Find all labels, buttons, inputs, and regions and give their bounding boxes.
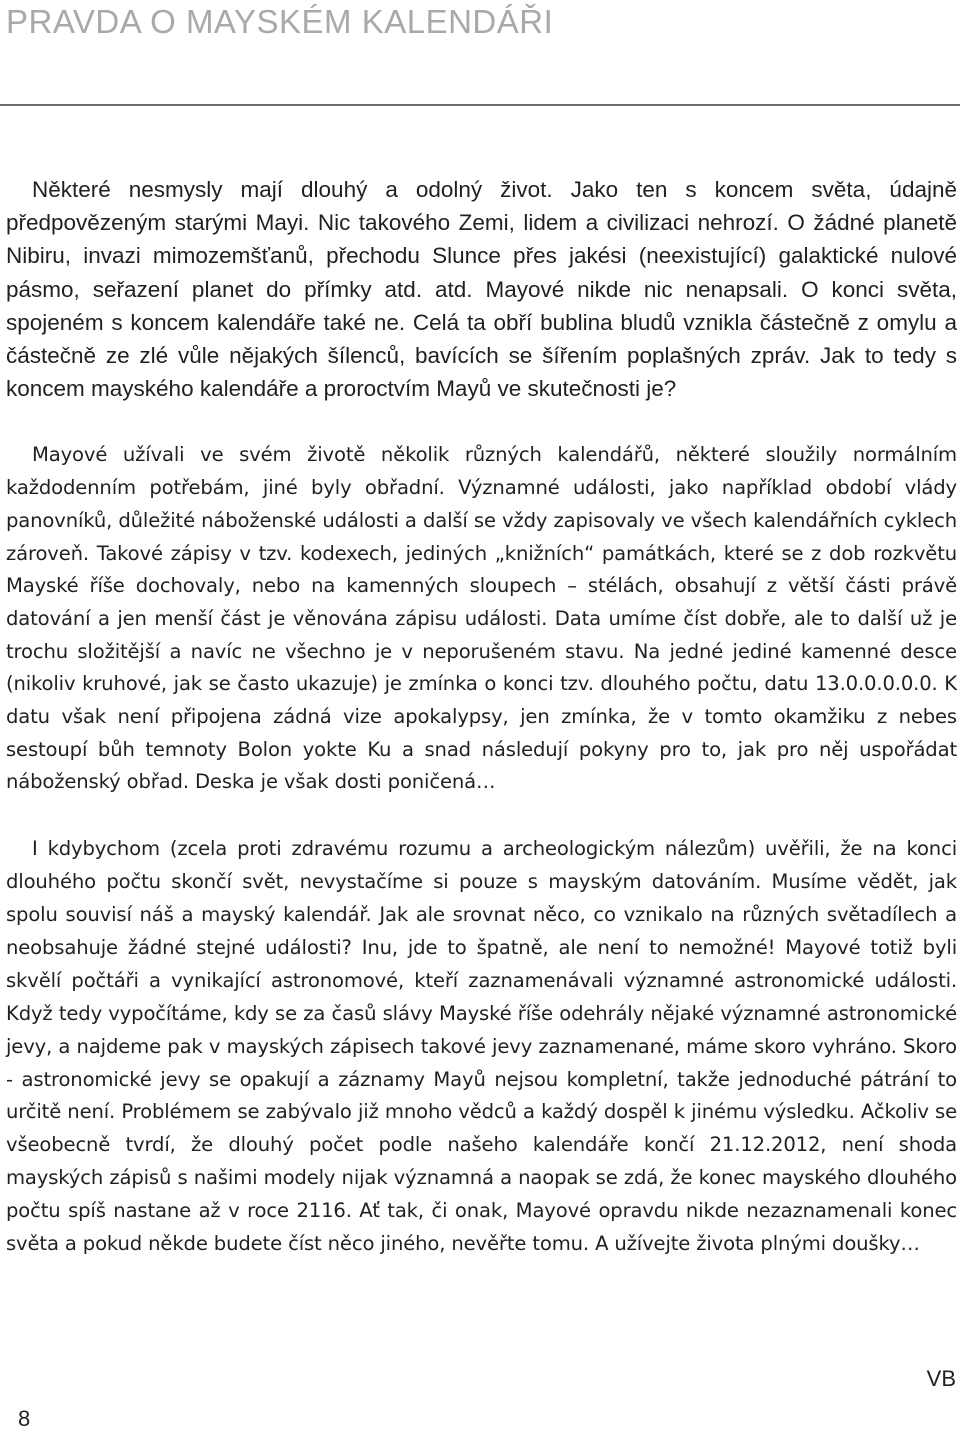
page-title: PRAVDA O MAYSKÉM KALENDÁŘI bbox=[6, 3, 554, 40]
author-signature: VB bbox=[926, 1366, 956, 1391]
page-header bbox=[0, 0, 960, 105]
article-paragraph-calendars: Mayové užívali ve svém životě několik různých kalendářů, některé sloužily normálním každodenním potřebám, jiné byly obřadní. Významné události, jako například období vlády panovníků, důležité náboženské události a další se vždy zapisovaly ve všech kalendářních cyklech zároveň. Takové zápisy v tzv. kodexech, jediných „knižních“ památkách, které se z dob rozkvětu Mayské říše dochovaly, nebo na kamenných sloupech – stélách, obsahují z větší části právě datování a jen menší část je věnována zápisu události. Data umíme číst dobře, ale to další už je trochu složitější a navíc ne všechno je v neporušeném stavu. Na jedné jediné kamenné desce (nikoliv kruhové, jak se často ukazuje) je zmínka o konci tzv. dlouhého počtu, datu 13.0.0.0.0.0. K datu však není připojena zádná vize apokalypsy, jen zmínka, že v tomto okamžiku z nebes sestoupí bůh temnoty Bolon yokte Ku a snad následují pokyny pro to, jak pro něj uspořádat náboženský obřad. Deska je však dosti poničená… bbox=[6, 443, 957, 794]
page-number: 8 bbox=[18, 1406, 31, 1431]
header-divider bbox=[0, 104, 960, 106]
article-paragraph-correlation: I kdybychom (zcela proti zdravému rozumu a archeologickým nálezům) uvěřili, že na konci dlouhého počtu skončí svět, nevystačíme si pouze s mayským datováním. Musíme vědět, jak spolu souvisí náš a mayský kalendář. Jak ale srovnat něco, co vznikalo na různých světadílech a neobsahuje žádné stejné události? Inu, jde to špatně, ale není to nemožné! Mayové totiž byli skvělí počtáři a vynikající astronomové, kteří zaznamenávali významné astronomické události. Když tedy vypočítáme, kdy se za časů slávy Mayské říše odehrály nějaké významné astronomické jevy, a najdeme pak v mayských zápisech takové jevy zaznamenané, máme skoro vyhráno. Skoro - astronomické jevy se opakují a záznamy Mayů nejsou kompletní, takže jednoduché pátrání to určitě není. Problémem se zabývalo již mnoho vědců a každý dospěl k jinému výsledku. Ačkoliv se všeobecně tvrdí, že dlouhý počet podle našeho kalendáře končí 21.12.2012, není shoda mayských zápisů s našimi modely nijak významná a naopak se zdá, že konec mayského dlouhého počtu spíš nastane až v roce 2116. Ať tak, či onak, Mayové opravdu nikde nezaznamenali konec světa a pokud někde budete číst něco jiného, nevěřte tomu. A užívejte života plnými doušky… bbox=[6, 837, 957, 1256]
article-paragraph-intro: Některé nesmysly mají dlouhý a odolný život. Jako ten s koncem světa, údajně předpovězeným starými Mayi. Nic takového Zemi, lidem a civilizaci nehrozí. O žádné planetě Nibiru, invazi mimozemšťanů, přechodu Slunce přes jakési (neexistující) galaktické nulové pásmo, seřazení planet do přímky atd. atd. Mayové nikde nic nenapsali. O konci světa, spojeném s koncem kalendáře také ne. Celá ta obří bublina bludů vznikla částečně z omylu a částečně ze zlé vůle nějakých šílenců, bavících se šířením poplašných zpráv. Jak to tedy s koncem mayského kalendáře a proroctvím Mayů ve skutečnosti je? bbox=[6, 177, 957, 402]
article-body bbox=[6, 173, 957, 1261]
